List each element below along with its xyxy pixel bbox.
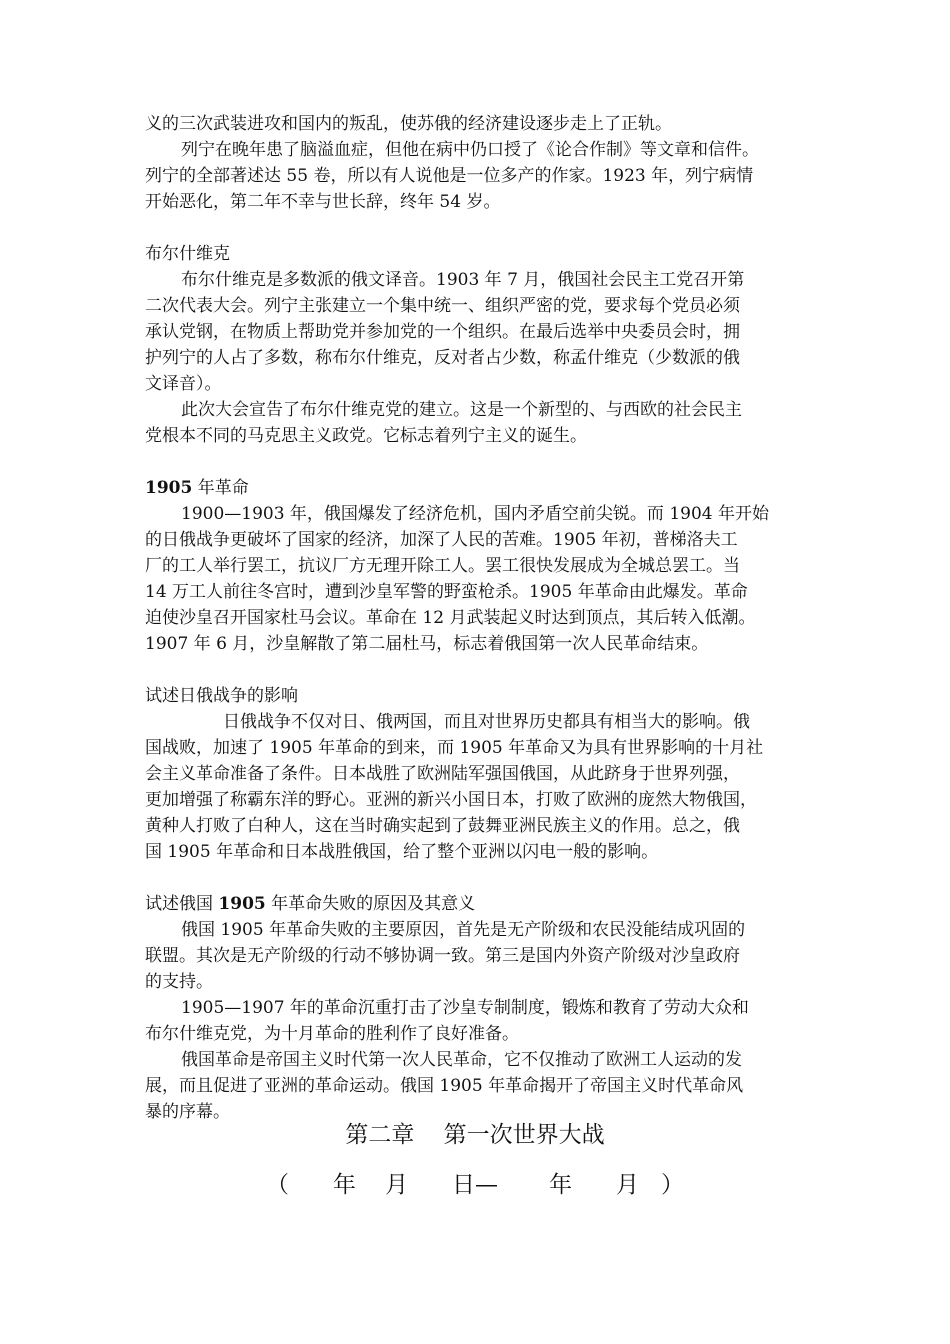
- paragraph-line: 14 万工人前往冬宫时，遭到沙皇军警的野蛮枪杀。1905 年革命由此爆发。革命: [145, 582, 748, 602]
- paragraph-line: 的支持。: [145, 972, 213, 992]
- heading-year: 1905: [218, 894, 266, 914]
- paragraph-line: 的日俄战争更破坏了国家的经济，加深了人民的苦难。1905 年初，普梯洛夫工: [145, 530, 738, 550]
- heading-year: 1905: [145, 478, 193, 498]
- paragraph-line: 党根本不同的马克思主义政党。它标志着列宁主义的诞生。: [145, 426, 587, 446]
- paragraph-line: 二次代表大会。列宁主张建立一个集中统一、组织严密的党，要求每个党员必须: [145, 296, 740, 316]
- paragraph-line: 1900—1903 年，俄国爆发了经济危机，国内矛盾空前尖锐。而 1904 年开始: [181, 504, 770, 524]
- paragraph-line: 此次大会宣告了布尔什维克党的建立。这是一个新型的、与西欧的社会民主: [181, 400, 742, 420]
- paragraph-line: 1905—1907 年的革命沉重打击了沙皇专制制度，锻炼和教育了劳动大众和: [181, 998, 749, 1018]
- paragraph-line: 会主义革命准备了条件。日本战胜了欧洲陆军强国俄国，从此跻身于世界列强，: [145, 764, 740, 784]
- paragraph-line: 国 1905 年革命和日本战胜俄国，给了整个亚洲以闪电一般的影响。: [145, 842, 659, 862]
- document-body: [145, 111, 810, 1125]
- paragraph-line: 暴的序幕。: [145, 1102, 230, 1122]
- section-heading-bolshevik: 布尔什维克: [145, 244, 230, 264]
- paragraph-line: 更加增强了称霸东洋的野心。亚洲的新兴小国日本，打败了欧洲的庞然大物俄国，: [145, 790, 757, 810]
- paragraph-line: 国战败，加速了 1905 年革命的到来，而 1905 年革命又为具有世界影响的十月社: [145, 738, 764, 758]
- chapter-date-line: （ 年 月 日— 年 月 ）: [266, 1172, 684, 1198]
- paragraph-line: 开始恶化，第二年不幸与世长辞，终年 54 岁。: [145, 192, 501, 212]
- paragraph-line: 迫使沙皇召开国家杜马会议。革命在 12 月武装起义时达到顶点，其后转入低潮。: [145, 608, 756, 628]
- heading-text: 年革命失败的原因及其意义: [265, 894, 476, 914]
- paragraph-line: 护列宁的人占了多数，称布尔什维克，反对者占少数，称孟什维克（少数派的俄: [145, 348, 740, 368]
- paragraph-line: 厂的工人举行罢工，抗议厂方无理开除工人。罢工很快发展成为全城总罢工。当: [145, 556, 740, 576]
- paragraph-line: 俄国革命是帝国主义时代第一次人民革命，它不仅推动了欧洲工人运动的发: [181, 1050, 742, 1070]
- chapter-title: 第二章 第一次世界大战: [345, 1122, 605, 1148]
- paragraph-line: 布尔什维克是多数派的俄文译音。1903 年 7 月，俄国社会民主工党召开第: [181, 270, 745, 290]
- paragraph-line: 承认党钢，在物质上帮助党并参加党的一个组织。在最后选举中央委员会时，拥: [145, 322, 740, 342]
- paragraph-line: 列宁的全部著述达 55 卷，所以有人说他是一位多产的作家。1923 年，列宁病情: [145, 166, 754, 186]
- heading-text: 年革命: [192, 478, 249, 498]
- paragraph-line: 展，而且促进了亚洲的革命运动。俄国 1905 年革命揭开了帝国主义时代革命风: [145, 1076, 744, 1096]
- heading-text: 试述俄国: [145, 894, 219, 914]
- section-heading-1905-failure: [145, 891, 810, 917]
- section-heading-russo-japanese-war: 试述日俄战争的影响: [145, 686, 298, 706]
- paragraph-line: 联盟。其次是无产阶级的行动不够协调一致。第三是国内外资产阶级对沙皇政府: [145, 946, 740, 966]
- paragraph-line: 列宁在晚年患了脑溢血症，但他在病中仍口授了《论合作制》等文章和信件。: [181, 140, 759, 160]
- paragraph-line: 日俄战争不仅对日、俄两国，而且对世界历史都具有相当大的影响。俄: [223, 712, 750, 732]
- paragraph-line: 文译音）。: [145, 374, 222, 394]
- paragraph-line: 黄种人打败了白种人，这在当时确实起到了鼓舞亚洲民族主义的作用。总之，俄: [145, 816, 740, 836]
- paragraph-line: 布尔什维克党，为十月革命的胜利作了良好准备。: [145, 1024, 519, 1044]
- section-heading-1905-revolution: [145, 475, 810, 501]
- paragraph-line: 义的三次武装进攻和国内的叛乱，使苏俄的经济建设逐步走上了正轨。: [145, 114, 672, 134]
- paragraph-line: 1907 年 6 月，沙皇解散了第二届杜马，标志着俄国第一次人民革命结束。: [145, 634, 709, 654]
- paragraph-line: 俄国 1905 年革命失败的主要原因，首先是无产阶级和农民没能结成巩固的: [181, 920, 746, 940]
